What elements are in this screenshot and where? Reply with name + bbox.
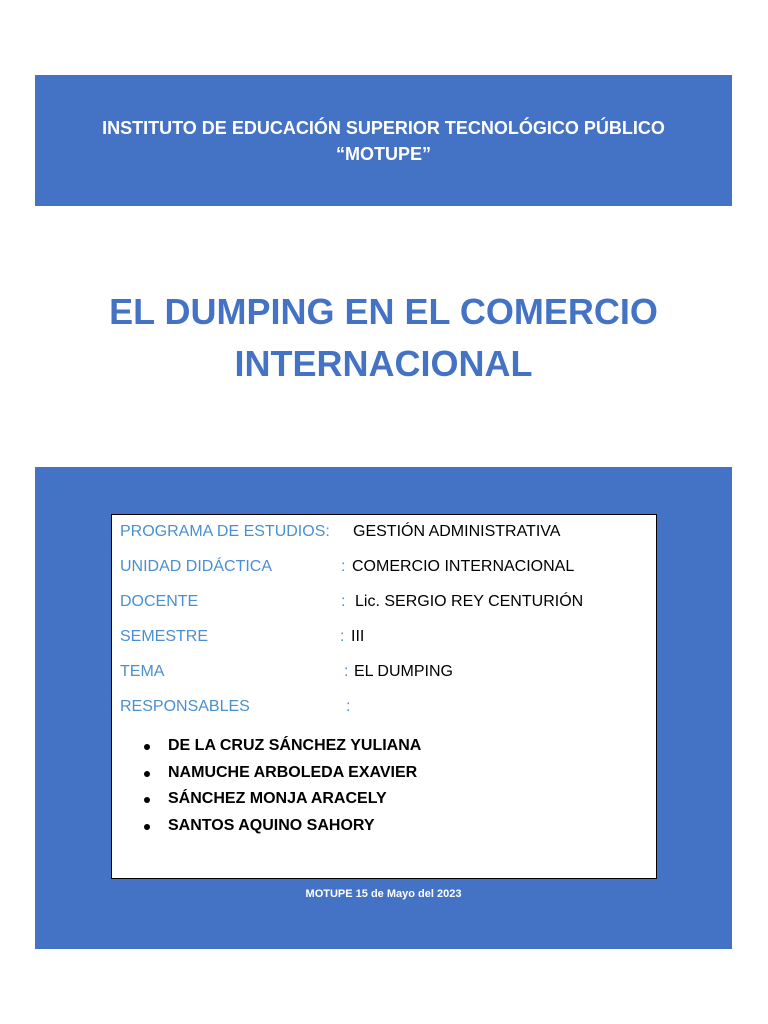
docente-value: Lic. SERGIO REY CENTURIÓN: [355, 593, 584, 610]
bullet-icon: [144, 771, 150, 777]
programa-value: GESTIÓN ADMINISTRATIVA: [353, 523, 561, 540]
tema-colon: :: [344, 663, 349, 680]
tema-value: EL DUMPING: [354, 663, 453, 680]
institute-name: INSTITUTO DE EDUCACIÓN SUPERIOR TECNOLÓGICO PÚBLICO: [102, 117, 665, 138]
list-item: [142, 760, 421, 787]
title-line-1: EL DUMPING EN EL COMERCIO: [109, 291, 658, 332]
footer-date: MOTUPE 15 de Mayo del 2023: [305, 888, 462, 900]
unidad-label: UNIDAD DIDÁCTICA: [120, 558, 273, 575]
list-item: [142, 733, 421, 760]
semestre-label: SEMESTRE: [120, 628, 209, 645]
responsables-label: RESPONSABLES: [120, 698, 250, 715]
member-name: NAMUCHE ARBOLEDA EXAVIER: [168, 763, 418, 781]
institute-header: [35, 75, 732, 206]
title-line-2: INTERNACIONAL: [234, 343, 533, 384]
info-section: [35, 467, 732, 949]
bullet-icon: [144, 824, 150, 830]
members-list: [142, 733, 421, 839]
docente-colon: :: [341, 593, 346, 610]
responsables-colon: :: [346, 698, 351, 715]
document-title: [35, 286, 732, 390]
semestre-value: III: [351, 628, 365, 645]
bullet-icon: [144, 797, 150, 803]
unidad-value: COMERCIO INTERNACIONAL: [352, 558, 575, 575]
info-box: [111, 514, 657, 879]
docente-label: DOCENTE: [120, 593, 199, 610]
list-item: [142, 786, 421, 813]
semestre-colon: :: [340, 628, 345, 645]
unidad-colon: :: [341, 558, 346, 575]
member-name: SANTOS AQUINO SAHORY: [168, 816, 375, 834]
list-item: [142, 813, 421, 840]
programa-label: PROGRAMA DE ESTUDIOS:: [120, 523, 330, 540]
institute-short-name: “MOTUPE”: [335, 143, 431, 164]
member-name: SÁNCHEZ MONJA ARACELY: [168, 790, 387, 807]
bullet-icon: [144, 744, 150, 750]
tema-label: TEMA: [120, 663, 165, 680]
member-name: DE LA CRUZ SÁNCHEZ YULIANA: [168, 737, 422, 754]
